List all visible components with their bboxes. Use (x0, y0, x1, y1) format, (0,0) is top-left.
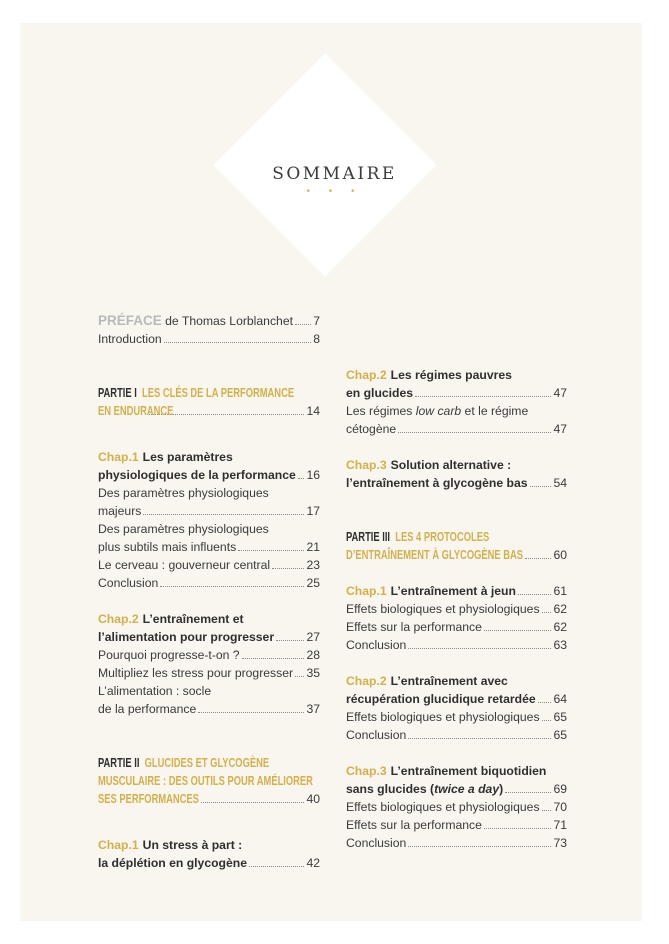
toc-left-column (98, 312, 320, 872)
toc-entry: Les régimes low carb et le régime (346, 404, 529, 418)
chapter-heading: Chap.1 Un stress à part : (98, 838, 243, 852)
chapter-heading: Chap.3 Solution alternative : (346, 458, 512, 472)
part-heading-2-line2: MUSCULAIRE : DES OUTILS POUR AMÉLIORER (98, 773, 313, 788)
part-heading-3: PARTIE III LES 4 PROTOCOLES (346, 529, 490, 544)
toc-entry-chapter[interactable]: physiologiques de la performance 16 (98, 468, 320, 482)
toc-entry[interactable]: Conclusion 25 (98, 576, 320, 590)
toc-entry-chapter[interactable]: l’alimentation pour progresser 27 (98, 630, 320, 644)
part-heading-3-line2[interactable]: D’ENTRAÎNEMENT À GLYCOGÈNE BAS 60 (346, 547, 567, 562)
toc-entry[interactable]: Conclusion 65 (346, 728, 567, 742)
toc-entry[interactable]: Pourquoi progresse-t-on ? 28 (98, 648, 320, 662)
toc-entry[interactable]: majeurs 17 (98, 504, 320, 518)
chapter-heading: Chap.2 L’entraînement et (98, 612, 244, 626)
toc-entry[interactable]: Multipliez les stress pour progresser 35 (98, 666, 320, 680)
toc-entry: Des paramètres physiologiques (98, 522, 269, 536)
part-heading-1-line2[interactable]: EN ENDURANCE 14 (98, 403, 320, 418)
toc-entry-chapter[interactable]: la déplétion en glycogène 42 (98, 856, 320, 870)
toc-entry[interactable]: Effets biologiques et physiologiques 65 (346, 710, 567, 724)
part-heading-1: PARTIE I LES CLÉS DE LA PERFORMANCE (98, 385, 295, 400)
chapter-heading: Chap.3 L’entraînement biquotidien (346, 764, 547, 778)
part-heading-2: PARTIE II GLUCIDES ET GLYCOGÈNE (98, 755, 270, 770)
toc-entry[interactable]: cétogène 47 (346, 422, 567, 436)
toc-entry-chapter[interactable]: l’entraînement à glycogène bas 54 (346, 476, 567, 490)
toc-entry: L’alimentation : socle (98, 684, 212, 698)
toc-entry[interactable]: Conclusion 63 (346, 638, 567, 652)
chapter-heading: Chap.1 Les paramètres (98, 450, 233, 464)
chapter-heading: Chap.2 Les régimes pauvres (346, 368, 512, 382)
toc-entry-chapter[interactable]: en glucides 47 (346, 386, 567, 400)
toc-entry-chapter[interactable]: récupération glucidique retardée 64 (346, 692, 567, 706)
toc-entry-chapter[interactable]: sans glucides (twice a day) 69 (346, 782, 567, 796)
toc-entry-introduction[interactable]: Introduction 8 (98, 332, 320, 346)
toc-entry[interactable]: Le cerveau : gouverneur central 23 (98, 558, 320, 572)
toc-entry[interactable]: Effets sur la performance 71 (346, 818, 567, 832)
toc-entry[interactable]: de la performance 37 (98, 702, 320, 716)
part-heading-2-line3[interactable]: SES PERFORMANCES 40 (98, 791, 320, 806)
toc-right-column (346, 366, 567, 852)
page-title: SOMMAIRE (272, 164, 397, 184)
toc-entry-chapter[interactable]: Chap.1 L’entraînement à jeun 61 (346, 584, 567, 598)
toc-entry[interactable]: Effets sur la performance 62 (346, 620, 567, 634)
toc-entry[interactable]: Effets biologiques et physiologiques 70 (346, 800, 567, 814)
toc-entry[interactable]: Effets biologiques et physiologiques 62 (346, 602, 567, 616)
toc-entry: Des paramètres physiologiques (98, 486, 269, 500)
toc-entry-preface[interactable]: PRÉFACE de Thomas Lorblanchet 7 (98, 313, 320, 328)
toc-entry[interactable]: plus subtils mais influents 21 (98, 540, 320, 554)
title-ornament: • • • (306, 186, 363, 197)
chapter-heading: Chap.2 L’entraînement avec (346, 674, 508, 688)
toc-entry[interactable]: Conclusion 73 (346, 836, 567, 850)
